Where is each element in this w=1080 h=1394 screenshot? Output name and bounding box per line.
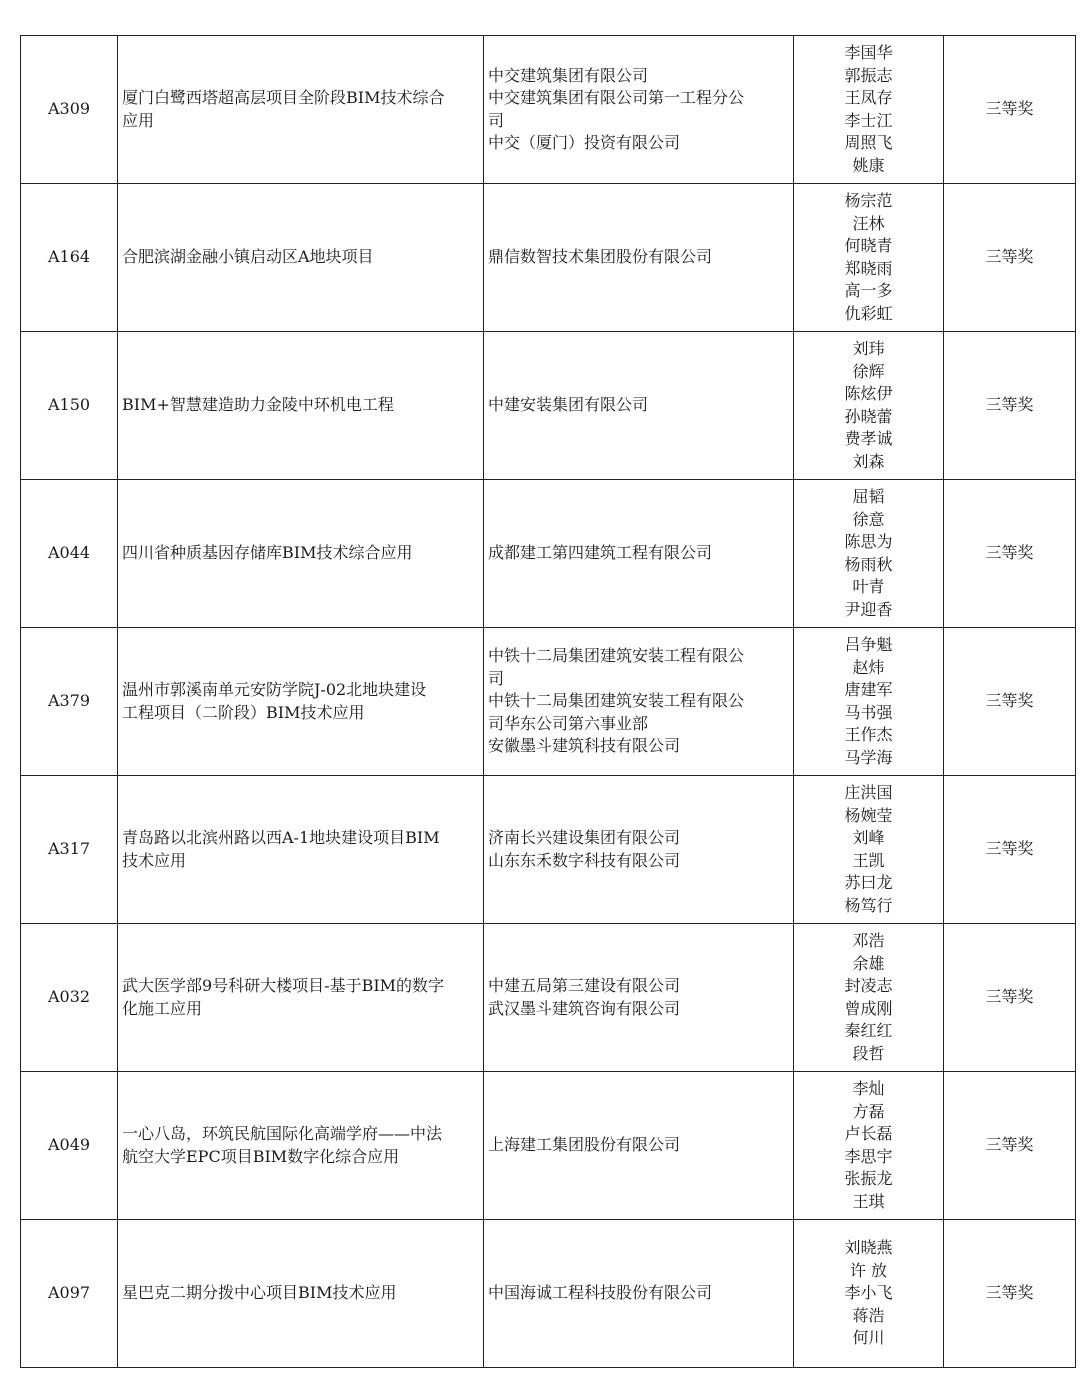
project-name-cell xyxy=(118,1220,484,1368)
member-name: 郭振志 xyxy=(844,65,893,85)
project-name-line: BIM+智慧建造助力金陵中环机电工程 xyxy=(122,395,394,415)
member-name: 郑晓雨 xyxy=(844,258,893,278)
entry-id-cell xyxy=(21,776,118,924)
award-cell xyxy=(944,628,1076,776)
project-name-line: 技术应用 xyxy=(122,850,187,870)
member-name: 方磊 xyxy=(852,1101,885,1121)
award-level: 三等奖 xyxy=(985,1135,1034,1155)
member-name: 孙晓蕾 xyxy=(844,406,893,426)
organization-cell xyxy=(484,1220,794,1368)
entry-id-cell xyxy=(21,36,118,184)
project-name-line: 合肥滨湖金融小镇启动区A地块项目 xyxy=(122,247,374,267)
award-cell xyxy=(944,184,1076,332)
organization-line: 中铁十二局集团建筑安装工程有限公 xyxy=(488,691,745,711)
member-name: 赵炜 xyxy=(852,657,885,677)
project-name-line: 一心八岛，环筑民航国际化高端学府——中法 xyxy=(122,1124,443,1143)
member-name: 尹迎香 xyxy=(844,599,893,619)
member-name: 王凯 xyxy=(852,850,885,870)
member-name: 刘峰 xyxy=(852,828,885,847)
members-cell xyxy=(794,332,944,480)
award-level: 三等奖 xyxy=(985,1283,1034,1303)
entry-id-cell xyxy=(21,1220,118,1368)
entry-id: A097 xyxy=(47,1283,91,1303)
table-row xyxy=(21,36,1076,184)
project-name-cell xyxy=(118,628,484,776)
entry-id: A164 xyxy=(47,247,91,267)
organization-line: 济南长兴建设集团有限公司 xyxy=(488,828,681,847)
organization-line: 中交（厦门）投资有限公司 xyxy=(488,133,681,152)
organization-line: 山东东禾数字科技有限公司 xyxy=(488,850,681,870)
organization-line: 中建安装集团有限公司 xyxy=(488,395,649,415)
organization-line: 安徽墨斗建筑科技有限公司 xyxy=(488,736,681,756)
members-cell xyxy=(794,36,944,184)
organization-cell xyxy=(484,480,794,628)
table-row xyxy=(21,1220,1076,1368)
member-name: 费孝诚 xyxy=(844,429,893,448)
award-cell xyxy=(944,924,1076,1072)
member-name: 仇彩虹 xyxy=(844,303,893,323)
organization-cell xyxy=(484,332,794,480)
award-cell xyxy=(944,480,1076,628)
member-name: 何川 xyxy=(852,1328,885,1348)
project-name-cell xyxy=(118,184,484,332)
project-name-line: 青岛路以北滨州路以西A-1地块建设项目BIM xyxy=(122,828,440,847)
project-name-cell xyxy=(118,776,484,924)
table-row xyxy=(21,184,1076,332)
project-name-line: 应用 xyxy=(122,110,155,130)
members-cell xyxy=(794,628,944,776)
organization-line: 司 xyxy=(488,110,505,130)
member-name: 曾成刚 xyxy=(844,998,893,1018)
member-name: 马学海 xyxy=(844,747,893,767)
organization-cell xyxy=(484,628,794,776)
member-name: 屈韬 xyxy=(852,487,885,506)
project-name-line: 化施工应用 xyxy=(122,998,203,1018)
entry-id-cell xyxy=(21,924,118,1072)
member-name: 李灿 xyxy=(852,1079,885,1098)
member-name: 王作杰 xyxy=(844,725,893,744)
project-name-cell xyxy=(118,924,484,1072)
entry-id: A150 xyxy=(47,395,91,415)
project-name-cell xyxy=(118,332,484,480)
award-table xyxy=(20,35,1076,1368)
member-name: 陈炫伊 xyxy=(844,384,893,403)
member-name: 庄洪国 xyxy=(844,783,893,802)
table-row xyxy=(21,480,1076,628)
member-name: 刘玮 xyxy=(852,339,885,358)
member-name: 杨雨秋 xyxy=(844,554,893,574)
member-name: 李小飞 xyxy=(844,1283,893,1303)
table-row xyxy=(21,1072,1076,1220)
entry-id: A317 xyxy=(47,839,91,859)
members-cell xyxy=(794,184,944,332)
member-name: 杨宗范 xyxy=(844,191,893,210)
entry-id-cell xyxy=(21,332,118,480)
table-row xyxy=(21,924,1076,1072)
table-body xyxy=(21,36,1076,1368)
member-name: 邓浩 xyxy=(852,931,885,950)
member-name: 余雄 xyxy=(852,953,885,973)
award-level: 三等奖 xyxy=(985,99,1034,119)
project-name-line: 武大医学部9号科研大楼项目-基于BIM的数字 xyxy=(122,976,445,995)
member-name: 周照飞 xyxy=(844,133,893,152)
award-cell xyxy=(944,36,1076,184)
member-name: 何晓青 xyxy=(844,236,893,255)
member-name: 李士江 xyxy=(844,110,893,130)
entry-id: A379 xyxy=(47,691,91,711)
members-cell xyxy=(794,1072,944,1220)
member-name: 姚康 xyxy=(852,155,885,175)
project-name-line: 四川省种质基因存储库BIM技术综合应用 xyxy=(122,543,413,563)
member-name: 吕争魁 xyxy=(844,635,893,654)
member-name: 马书强 xyxy=(844,702,893,722)
organization-line: 武汉墨斗建筑咨询有限公司 xyxy=(488,998,681,1018)
member-name: 许 放 xyxy=(849,1260,888,1280)
organization-cell xyxy=(484,776,794,924)
entry-id: A309 xyxy=(47,99,91,119)
members-cell xyxy=(794,480,944,628)
member-name: 李思宇 xyxy=(844,1146,893,1166)
project-name-cell xyxy=(118,36,484,184)
member-name: 张振龙 xyxy=(844,1169,893,1188)
member-name: 蒋浩 xyxy=(852,1305,885,1325)
entry-id-cell xyxy=(21,184,118,332)
project-name-cell xyxy=(118,1072,484,1220)
member-name: 唐建军 xyxy=(844,680,893,699)
organization-line: 上海建工集团股份有限公司 xyxy=(488,1135,681,1155)
members-cell xyxy=(794,1220,944,1368)
member-name: 杨婉莹 xyxy=(844,805,893,825)
member-name: 李国华 xyxy=(844,43,893,62)
organization-line: 中国海诚工程科技股份有限公司 xyxy=(488,1283,713,1303)
award-cell xyxy=(944,1220,1076,1368)
award-level: 三等奖 xyxy=(985,987,1034,1007)
table-row xyxy=(21,776,1076,924)
award-cell xyxy=(944,332,1076,480)
organization-cell xyxy=(484,36,794,184)
award-level: 三等奖 xyxy=(985,839,1034,859)
member-name: 陈思为 xyxy=(844,532,893,551)
organization-line: 鼎信数智技术集团股份有限公司 xyxy=(488,247,713,267)
entry-id-cell xyxy=(21,1072,118,1220)
members-cell xyxy=(794,776,944,924)
project-name-line: 温州市郭溪南单元安防学院J-02北地块建设 xyxy=(122,680,427,699)
organization-line: 中铁十二局集团建筑安装工程有限公 xyxy=(488,646,745,666)
project-name-line: 航空大学EPC项目BIM数字化综合应用 xyxy=(122,1146,400,1166)
award-cell xyxy=(944,1072,1076,1220)
entry-id: A044 xyxy=(47,543,91,563)
project-name-cell xyxy=(118,480,484,628)
organization-line: 司 xyxy=(488,668,505,688)
member-name: 段哲 xyxy=(852,1043,885,1063)
project-name-line: 厦门白鹭西塔超高层项目全阶段BIM技术综合 xyxy=(122,88,445,107)
award-level: 三等奖 xyxy=(985,543,1034,563)
member-name: 徐意 xyxy=(852,509,885,529)
member-name: 汪林 xyxy=(852,213,885,233)
entry-id: A049 xyxy=(47,1135,91,1155)
member-name: 徐辉 xyxy=(852,361,885,381)
member-name: 苏曰龙 xyxy=(844,873,893,892)
award-level: 三等奖 xyxy=(985,247,1034,267)
organization-line: 司华东公司第六事业部 xyxy=(488,713,649,733)
member-name: 刘森 xyxy=(852,451,885,471)
member-name: 秦红红 xyxy=(844,1021,893,1040)
organization-line: 中建五局第三建设有限公司 xyxy=(488,976,681,995)
member-name: 封凌志 xyxy=(844,976,893,995)
member-name: 刘晓燕 xyxy=(844,1238,893,1258)
table-row xyxy=(21,332,1076,480)
member-name: 王琪 xyxy=(852,1191,885,1211)
award-cell xyxy=(944,776,1076,924)
organization-cell xyxy=(484,1072,794,1220)
project-name-line: 工程项目（二阶段）BIM技术应用 xyxy=(122,702,365,722)
project-name-line: 星巴克二期分拨中心项目BIM技术应用 xyxy=(122,1283,397,1303)
members-cell xyxy=(794,924,944,1072)
member-name: 叶青 xyxy=(852,577,885,596)
award-level: 三等奖 xyxy=(985,395,1034,415)
table-row xyxy=(21,628,1076,776)
member-name: 王凤存 xyxy=(844,88,893,107)
award-level: 三等奖 xyxy=(985,691,1034,711)
organization-cell xyxy=(484,924,794,1072)
member-name: 杨笃行 xyxy=(844,895,893,915)
member-name: 卢长磊 xyxy=(844,1124,893,1143)
organization-line: 成都建工第四建筑工程有限公司 xyxy=(488,543,713,563)
organization-cell xyxy=(484,184,794,332)
member-name: 高一多 xyxy=(844,281,893,300)
entry-id-cell xyxy=(21,628,118,776)
entry-id-cell xyxy=(21,480,118,628)
entry-id: A032 xyxy=(47,987,91,1007)
organization-line: 中交建筑集团有限公司 xyxy=(488,65,649,85)
organization-line: 中交建筑集团有限公司第一工程分公 xyxy=(488,88,745,107)
